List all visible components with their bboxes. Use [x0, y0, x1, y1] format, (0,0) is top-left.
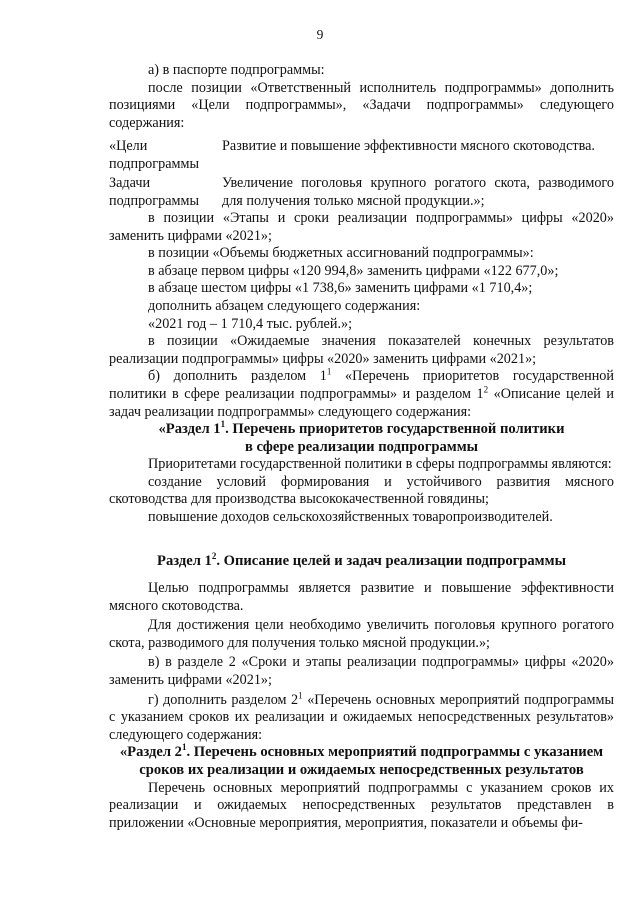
- superscript: 1: [298, 689, 303, 700]
- paragraph: после позиции «Ответственный исполнитель подпрограммы» дополнить позициями «Цели подпрограммы», «Задачи подпрограммы» следующего содержания:: [109, 79, 614, 131]
- goals-label: «Цели подпрограммы: [109, 138, 199, 172]
- paragraph: «2021 год – 1 710,4 тыс. рублей.»;: [148, 315, 353, 332]
- tasks-text: Увеличение поголовья крупного рогатого скота, разводимого для получения только мясной продукции.»;: [222, 175, 614, 209]
- superscript: 2: [211, 551, 217, 562]
- superscript: 1: [181, 742, 187, 753]
- paragraph: г) дополнить разделом $2^1$ «Перечень основных мероприятий подпрограммы с указанием сроков их реализации и ожидаемых непосредственных результатов» следующего содержания:: [109, 689, 614, 743]
- amendments-block: [109, 210, 614, 456]
- table-row: [109, 175, 614, 210]
- section-heading: Раздел $1^2$. Описание целей и задач реализации подпрограммы: [157, 551, 566, 569]
- paragraph: повышение доходов сельскохозяйственных товаропроизводителей.: [148, 508, 553, 525]
- section-heading: «Раздел $1^1$. Перечень приоритетов государственной политики в сфере реализации подпрограммы: [158, 419, 565, 455]
- goals-text: Развитие и повышение эффективности мясного скотоводства.: [222, 138, 595, 154]
- passport-table: [109, 138, 614, 210]
- section-body: [109, 456, 614, 526]
- section-heading: «Раздел $2^1$. Перечень основных мероприятий подпрограммы с указанием сроков их реализации и ожидаемых непосредственных результатов: [119, 742, 604, 778]
- superscript: 1: [326, 366, 332, 377]
- paragraph: Для достижения цели необходимо увеличить поголовья крупного рогатого скота, разводимого для получения только мясной продукции.»;: [109, 617, 614, 651]
- paragraph: в абзаце шестом цифры «1 738,6» заменить цифрами «1 710,4»;: [148, 280, 533, 297]
- paragraph: в позиции «Ожидаемые значения показателей конечных результатов реализации подпрограммы» цифры «2020» заменить цифрами «2021»;: [109, 333, 614, 367]
- paragraph: Целью подпрограммы является развитие и повышение эффективности мясного скотоводства.: [109, 580, 614, 614]
- paragraph: б) дополнить разделом $1^1$ «Перечень приоритетов государственной политики в сфере реализации подпрограммы» и разделом $1^2$ «Описание целей и задач реализации подпрограммы» следующего содержания:: [109, 366, 614, 420]
- paragraph: дополнить абзацем следующего содержания:: [148, 297, 421, 314]
- section-heading-block: [109, 553, 614, 571]
- table-row: [109, 138, 614, 173]
- paragraph: в) в разделе 2 «Сроки и этапы реализации подпрограммы» цифры «2020» заменить цифрами «2021»;: [109, 654, 614, 688]
- paragraph: Приоритетами государственной политики в сферы подпрограммы являются:: [148, 456, 612, 472]
- paragraph: а) в паспорте подпрограммы:: [148, 62, 325, 78]
- page-number: 9: [316, 27, 324, 42]
- section-body: [109, 580, 614, 832]
- paragraph: создание условий формирования и устойчивого развития мясного скотоводства для производства высококачественной говядины;: [109, 473, 614, 508]
- superscript: 1: [220, 419, 226, 430]
- tasks-label: Задачи подпрограммы: [109, 175, 199, 209]
- paragraph: в абзаце первом цифры «120 994,8» заменить цифрами «122 677,0»;: [148, 262, 559, 279]
- paragraph: Перечень основных мероприятий подпрограммы с указанием сроков их реализации и ожидаемых непосредственных результатов представлен в приложении «Основные мероприятия, мероприятия, показатели и объемы фи-: [109, 779, 614, 831]
- paragraph: в позиции «Этапы и сроки реализации подпрограммы» цифры «2020» заменить цифрами «2021»;: [109, 210, 614, 244]
- superscript: 2: [483, 384, 489, 395]
- amendments-block: [109, 62, 614, 132]
- paragraph: в позиции «Объемы бюджетных ассигнований подпрограммы»:: [148, 245, 534, 262]
